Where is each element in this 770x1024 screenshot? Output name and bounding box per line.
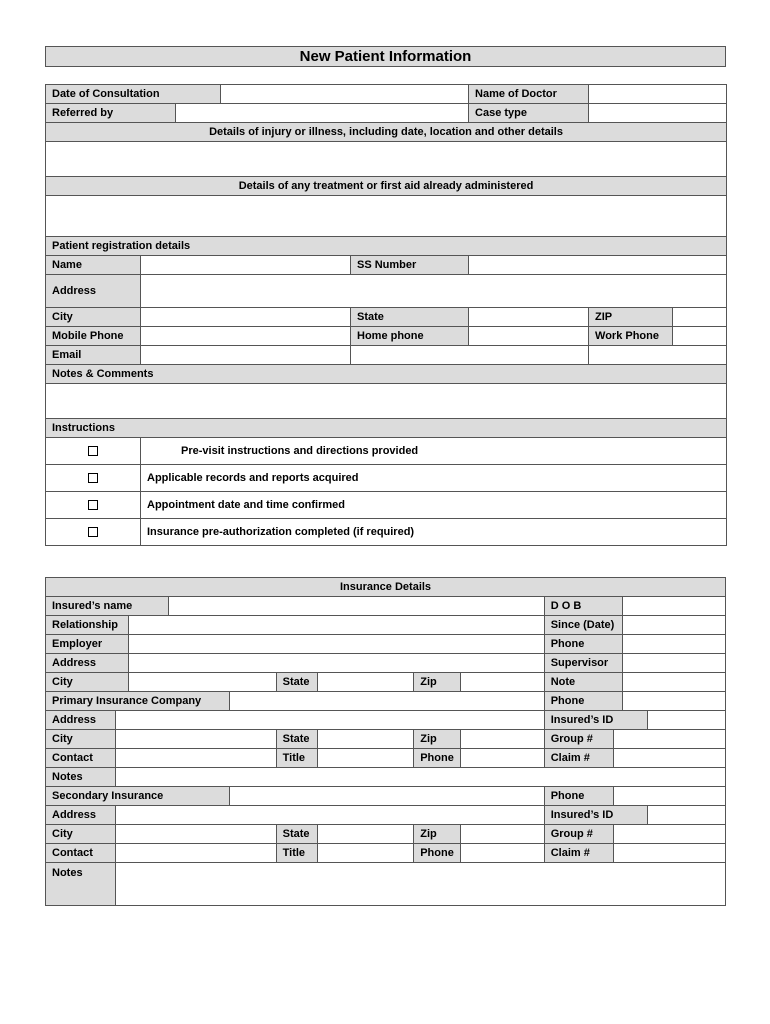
primary-claim-field[interactable] — [613, 749, 725, 768]
primary-group-label: Group # — [544, 730, 613, 749]
primary-city-field[interactable] — [115, 730, 276, 749]
instruction-item: Insurance pre-authorization completed (if required) — [141, 519, 727, 546]
instruction-checkbox[interactable] — [46, 465, 141, 492]
secondary-contact-phone-field[interactable] — [460, 844, 544, 863]
primary-address-field[interactable] — [115, 711, 544, 730]
secondary-group-field[interactable] — [613, 825, 725, 844]
checkbox-icon[interactable] — [88, 473, 98, 483]
supervisor-label: Supervisor — [544, 654, 622, 673]
secondary-insured-id-label: Insured’s ID — [544, 806, 647, 825]
employer-label: Employer — [46, 635, 129, 654]
address-label: Address — [46, 275, 141, 308]
employer-city-field[interactable] — [128, 673, 276, 692]
secondary-notes-label: Notes — [46, 863, 116, 906]
secondary-zip-field[interactable] — [460, 825, 544, 844]
primary-company-label: Primary Insurance Company — [46, 692, 230, 711]
employer-field[interactable] — [128, 635, 544, 654]
injury-details-heading: Details of injury or illness, including date, location and other details — [46, 123, 727, 142]
city-label: City — [46, 308, 141, 327]
primary-company-field[interactable] — [230, 692, 545, 711]
primary-insured-id-field[interactable] — [647, 711, 725, 730]
secondary-claim-field[interactable] — [613, 844, 725, 863]
employer-phone-field[interactable] — [622, 635, 725, 654]
email-field-3[interactable] — [589, 346, 727, 365]
mobile-phone-field[interactable] — [141, 327, 351, 346]
home-phone-field[interactable] — [469, 327, 589, 346]
employer-zip-label: Zip — [414, 673, 461, 692]
primary-phone-field[interactable] — [622, 692, 725, 711]
instruction-item: Applicable records and reports acquired — [141, 465, 727, 492]
case-type-field[interactable] — [589, 104, 727, 123]
insured-name-label: Insured’s name — [46, 597, 169, 616]
secondary-notes-field[interactable] — [115, 863, 725, 906]
secondary-phone-field[interactable] — [613, 787, 725, 806]
primary-contact-phone-field[interactable] — [460, 749, 544, 768]
page-title: New Patient Information — [45, 46, 726, 67]
secondary-title-label: Title — [276, 844, 317, 863]
patient-info-table — [45, 84, 727, 546]
employer-state-field[interactable] — [318, 673, 414, 692]
secondary-claim-label: Claim # — [544, 844, 613, 863]
primary-notes-field[interactable] — [115, 768, 725, 787]
work-phone-label: Work Phone — [589, 327, 673, 346]
secondary-zip-label: Zip — [414, 825, 461, 844]
checkbox-icon[interactable] — [88, 446, 98, 456]
state-field[interactable] — [469, 308, 589, 327]
instruction-checkbox[interactable] — [46, 519, 141, 546]
primary-group-field[interactable] — [613, 730, 725, 749]
supervisor-field[interactable] — [622, 654, 725, 673]
secondary-address-label: Address — [46, 806, 116, 825]
secondary-insurance-label: Secondary Insurance — [46, 787, 230, 806]
treatment-details-heading: Details of any treatment or first aid already administered — [46, 177, 727, 196]
secondary-state-label: State — [276, 825, 317, 844]
employer-address-label: Address — [46, 654, 129, 673]
dob-field[interactable] — [622, 597, 725, 616]
since-date-label: Since (Date) — [544, 616, 622, 635]
address-field[interactable] — [141, 275, 727, 308]
injury-details-field[interactable] — [46, 142, 727, 177]
primary-claim-label: Claim # — [544, 749, 613, 768]
primary-title-field[interactable] — [318, 749, 414, 768]
secondary-contact-field[interactable] — [115, 844, 276, 863]
name-field[interactable] — [141, 256, 351, 275]
state-label: State — [351, 308, 469, 327]
work-phone-field[interactable] — [673, 327, 727, 346]
city-field[interactable] — [141, 308, 351, 327]
insurance-heading: Insurance Details — [46, 578, 726, 597]
since-date-field[interactable] — [622, 616, 725, 635]
name-label: Name — [46, 256, 141, 275]
instruction-checkbox[interactable] — [46, 492, 141, 519]
note-field[interactable] — [622, 673, 725, 692]
secondary-contact-phone-label: Phone — [414, 844, 461, 863]
relationship-label: Relationship — [46, 616, 129, 635]
name-of-doctor-label: Name of Doctor — [469, 85, 589, 104]
insured-name-field[interactable] — [169, 597, 544, 616]
mobile-phone-label: Mobile Phone — [46, 327, 141, 346]
primary-state-label: State — [276, 730, 317, 749]
referred-by-field[interactable] — [176, 104, 469, 123]
name-of-doctor-field[interactable] — [589, 85, 727, 104]
email-field-2[interactable] — [351, 346, 589, 365]
relationship-field[interactable] — [128, 616, 544, 635]
notes-heading: Notes & Comments — [46, 365, 727, 384]
primary-state-field[interactable] — [318, 730, 414, 749]
home-phone-label: Home phone — [351, 327, 469, 346]
checkbox-icon[interactable] — [88, 500, 98, 510]
secondary-contact-label: Contact — [46, 844, 116, 863]
employer-zip-field[interactable] — [460, 673, 544, 692]
primary-city-label: City — [46, 730, 116, 749]
registration-heading: Patient registration details — [46, 237, 727, 256]
secondary-phone-label: Phone — [544, 787, 613, 806]
secondary-title-field[interactable] — [318, 844, 414, 863]
dob-label: D O B — [544, 597, 622, 616]
instruction-checkbox[interactable] — [46, 438, 141, 465]
primary-address-label: Address — [46, 711, 116, 730]
instruction-item: Appointment date and time confirmed — [141, 492, 727, 519]
primary-insured-id-label: Insured’s ID — [544, 711, 647, 730]
employer-address-field[interactable] — [128, 654, 544, 673]
employer-phone-label: Phone — [544, 635, 622, 654]
primary-zip-label: Zip — [414, 730, 461, 749]
secondary-group-label: Group # — [544, 825, 613, 844]
zip-label: ZIP — [589, 308, 673, 327]
secondary-city-label: City — [46, 825, 116, 844]
primary-title-label: Title — [276, 749, 317, 768]
zip-field[interactable] — [673, 308, 727, 327]
instructions-heading: Instructions — [46, 419, 727, 438]
primary-contact-field[interactable] — [115, 749, 276, 768]
primary-contact-phone-label: Phone — [414, 749, 461, 768]
primary-phone-label: Phone — [544, 692, 622, 711]
primary-notes-label: Notes — [46, 768, 116, 787]
secondary-insurance-field[interactable] — [230, 787, 545, 806]
notes-field[interactable] — [46, 384, 727, 419]
referred-by-label: Referred by — [46, 104, 176, 123]
treatment-details-field[interactable] — [46, 196, 727, 237]
ss-number-label: SS Number — [351, 256, 469, 275]
employer-state-label: State — [276, 673, 317, 692]
secondary-state-field[interactable] — [318, 825, 414, 844]
date-of-consultation-field[interactable] — [221, 85, 469, 104]
note-label: Note — [544, 673, 622, 692]
email-field[interactable] — [141, 346, 351, 365]
secondary-city-field[interactable] — [115, 825, 276, 844]
case-type-label: Case type — [469, 104, 589, 123]
primary-contact-label: Contact — [46, 749, 116, 768]
secondary-insured-id-field[interactable] — [647, 806, 725, 825]
insurance-table — [45, 577, 726, 906]
primary-zip-field[interactable] — [460, 730, 544, 749]
ss-number-field[interactable] — [469, 256, 727, 275]
checkbox-icon[interactable] — [88, 527, 98, 537]
date-of-consultation-label: Date of Consultation — [46, 85, 221, 104]
instruction-item: Pre-visit instructions and directions provided — [141, 438, 727, 465]
email-label: Email — [46, 346, 141, 365]
employer-city-label: City — [46, 673, 129, 692]
secondary-address-field[interactable] — [115, 806, 544, 825]
